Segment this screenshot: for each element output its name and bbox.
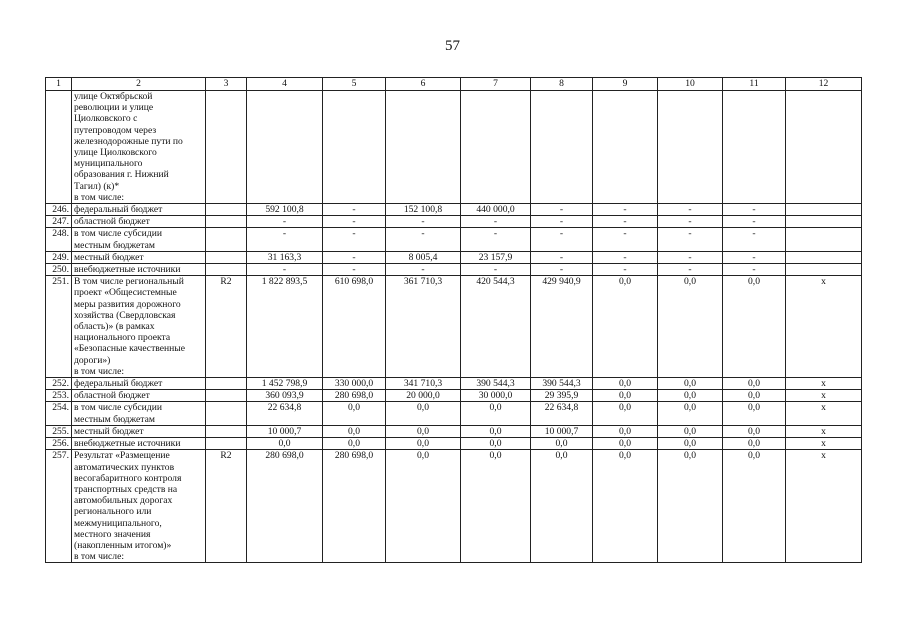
column-header: 3: [206, 78, 247, 91]
table-row: [46, 425, 862, 437]
column-header: 5: [323, 78, 386, 91]
value-cell: x: [786, 276, 862, 378]
value-cell: -: [247, 216, 323, 228]
value-cell: x: [786, 378, 862, 390]
row-code: [206, 91, 247, 204]
value-cell: 280 698,0: [323, 450, 386, 563]
value-cell: -: [658, 228, 723, 251]
value-cell: 0,0: [658, 402, 723, 425]
table-row: [46, 264, 862, 276]
value-cell: 0,0: [593, 450, 658, 563]
value-cell: 592 100,8: [247, 204, 323, 216]
value-cell: 0,0: [593, 425, 658, 437]
value-cell: -: [658, 251, 723, 263]
value-cell: -: [723, 216, 786, 228]
page-number: 57: [445, 38, 460, 54]
value-cell: 0,0: [386, 450, 461, 563]
value-cell: 0,0: [386, 438, 461, 450]
row-index: 249.: [46, 251, 72, 263]
row-index: 257.: [46, 450, 72, 563]
row-index: 253.: [46, 390, 72, 402]
value-cell: [531, 91, 593, 204]
value-cell: -: [593, 251, 658, 263]
value-cell: -: [531, 228, 593, 251]
table-row: [46, 216, 862, 228]
row-index: 255.: [46, 425, 72, 437]
row-index: 246.: [46, 204, 72, 216]
value-cell: [323, 91, 386, 204]
value-cell: 10 000,7: [247, 425, 323, 437]
value-cell: 390 544,3: [461, 378, 531, 390]
value-cell: 0,0: [658, 390, 723, 402]
value-cell: 0,0: [386, 425, 461, 437]
value-cell: -: [461, 264, 531, 276]
table-row: [46, 228, 862, 251]
table-row: [46, 251, 862, 263]
value-cell: 361 710,3: [386, 276, 461, 378]
value-cell: 0,0: [531, 438, 593, 450]
row-code: [206, 378, 247, 390]
value-cell: 0,0: [461, 425, 531, 437]
row-index: [46, 91, 72, 204]
value-cell: 0,0: [386, 402, 461, 425]
value-cell: x: [786, 390, 862, 402]
table-row: [46, 402, 862, 425]
row-code: [206, 425, 247, 437]
value-cell: 330 000,0: [323, 378, 386, 390]
value-cell: -: [386, 216, 461, 228]
value-cell: 429 940,9: [531, 276, 593, 378]
column-header: 4: [247, 78, 323, 91]
budget-table: [45, 77, 862, 563]
value-cell: -: [531, 216, 593, 228]
value-cell: -: [323, 216, 386, 228]
value-cell: x: [786, 438, 862, 450]
row-code: [206, 204, 247, 216]
value-cell: 29 395,9: [531, 390, 593, 402]
value-cell: -: [723, 204, 786, 216]
row-code: R2: [206, 450, 247, 563]
row-code: [206, 228, 247, 251]
value-cell: -: [723, 264, 786, 276]
row-name: внебюджетные источники: [72, 438, 206, 450]
table-row: [46, 390, 862, 402]
value-cell: [786, 264, 862, 276]
row-index: 252.: [46, 378, 72, 390]
value-cell: 0,0: [461, 450, 531, 563]
row-name: местный бюджет: [72, 425, 206, 437]
row-code: [206, 438, 247, 450]
value-cell: 0,0: [593, 438, 658, 450]
row-code: R2: [206, 276, 247, 378]
row-code: [206, 264, 247, 276]
row-index: 251.: [46, 276, 72, 378]
row-code: [206, 390, 247, 402]
value-cell: 360 093,9: [247, 390, 323, 402]
value-cell: 8 005,4: [386, 251, 461, 263]
row-code: [206, 402, 247, 425]
value-cell: 0,0: [461, 402, 531, 425]
value-cell: -: [593, 216, 658, 228]
row-name: федеральный бюджет: [72, 378, 206, 390]
table-row: [46, 91, 862, 204]
row-name: Результат «Размещение автоматических пунктов весогабаритного контроля транспортных средств на автомобильных дорогах регионального или межмуниципального, местного значения (накопленным итогом)» в том числе:: [72, 450, 206, 563]
header-row: [46, 78, 862, 91]
value-cell: 0,0: [658, 378, 723, 390]
value-cell: [786, 91, 862, 204]
value-cell: x: [786, 402, 862, 425]
column-header: 7: [461, 78, 531, 91]
value-cell: 0,0: [531, 450, 593, 563]
row-name: федеральный бюджет: [72, 204, 206, 216]
row-name: В том числе региональный проект «Общесистемные меры развития дорожного хозяйства (Свердловская область)» (в рамках национального проекта «Безопасные качественные дороги») в том числе:: [72, 276, 206, 378]
value-cell: [786, 251, 862, 263]
row-name: улице Октябрьской революции и улице Циолковского с путепроводом через железнодорожные пути по улице Циолковского муниципального образования г. Нижний Тагил) (к)* в том числе:: [72, 91, 206, 204]
value-cell: -: [723, 251, 786, 263]
row-name: областной бюджет: [72, 390, 206, 402]
row-index: 254.: [46, 402, 72, 425]
value-cell: 20 000,0: [386, 390, 461, 402]
row-code: [206, 216, 247, 228]
value-cell: x: [786, 425, 862, 437]
column-header: 8: [531, 78, 593, 91]
value-cell: 23 157,9: [461, 251, 531, 263]
value-cell: 0,0: [658, 438, 723, 450]
value-cell: -: [461, 228, 531, 251]
value-cell: [386, 91, 461, 204]
table-row: [46, 450, 862, 563]
value-cell: -: [723, 228, 786, 251]
value-cell: [786, 216, 862, 228]
value-cell: 1 452 798,9: [247, 378, 323, 390]
row-index: 256.: [46, 438, 72, 450]
value-cell: [461, 91, 531, 204]
table-row: [46, 378, 862, 390]
value-cell: -: [593, 228, 658, 251]
value-cell: 30 000,0: [461, 390, 531, 402]
value-cell: 280 698,0: [323, 390, 386, 402]
row-index: 247.: [46, 216, 72, 228]
value-cell: -: [386, 264, 461, 276]
value-cell: -: [323, 204, 386, 216]
value-cell: 0,0: [593, 276, 658, 378]
value-cell: 0,0: [461, 438, 531, 450]
value-cell: 22 634,8: [247, 402, 323, 425]
value-cell: 0,0: [723, 402, 786, 425]
value-cell: [593, 91, 658, 204]
value-cell: -: [531, 264, 593, 276]
value-cell: 280 698,0: [247, 450, 323, 563]
value-cell: -: [531, 251, 593, 263]
value-cell: 0,0: [723, 390, 786, 402]
value-cell: -: [386, 228, 461, 251]
row-index: 250.: [46, 264, 72, 276]
value-cell: 0,0: [658, 276, 723, 378]
row-code: [206, 251, 247, 263]
value-cell: -: [323, 264, 386, 276]
value-cell: -: [531, 204, 593, 216]
value-cell: 0,0: [593, 402, 658, 425]
row-name: в том числе субсидии местным бюджетам: [72, 402, 206, 425]
value-cell: -: [323, 228, 386, 251]
row-name: местный бюджет: [72, 251, 206, 263]
value-cell: -: [658, 216, 723, 228]
value-cell: 440 000,0: [461, 204, 531, 216]
column-header: 12: [786, 78, 862, 91]
column-header: 2: [72, 78, 206, 91]
column-header: 10: [658, 78, 723, 91]
value-cell: 0,0: [593, 390, 658, 402]
value-cell: 0,0: [658, 450, 723, 563]
value-cell: 1 822 893,5: [247, 276, 323, 378]
row-name: внебюджетные источники: [72, 264, 206, 276]
table-row: [46, 276, 862, 378]
value-cell: [786, 228, 862, 251]
value-cell: 31 163,3: [247, 251, 323, 263]
value-cell: -: [247, 264, 323, 276]
value-cell: -: [593, 204, 658, 216]
value-cell: [247, 91, 323, 204]
row-name: в том числе субсидии местным бюджетам: [72, 228, 206, 251]
value-cell: -: [593, 264, 658, 276]
value-cell: 0,0: [247, 438, 323, 450]
column-header: 11: [723, 78, 786, 91]
column-header: 6: [386, 78, 461, 91]
value-cell: 0,0: [658, 425, 723, 437]
value-cell: -: [323, 251, 386, 263]
value-cell: -: [247, 228, 323, 251]
table-row: [46, 204, 862, 216]
value-cell: -: [461, 216, 531, 228]
value-cell: [658, 91, 723, 204]
row-index: 248.: [46, 228, 72, 251]
value-cell: [723, 91, 786, 204]
value-cell: 0,0: [723, 450, 786, 563]
value-cell: 152 100,8: [386, 204, 461, 216]
value-cell: [786, 204, 862, 216]
value-cell: 0,0: [723, 276, 786, 378]
value-cell: 10 000,7: [531, 425, 593, 437]
value-cell: 0,0: [723, 438, 786, 450]
value-cell: 0,0: [323, 402, 386, 425]
row-name: областной бюджет: [72, 216, 206, 228]
value-cell: 0,0: [723, 425, 786, 437]
column-header: 1: [46, 78, 72, 91]
value-cell: -: [658, 264, 723, 276]
value-cell: 0,0: [723, 378, 786, 390]
value-cell: 22 634,8: [531, 402, 593, 425]
table-row: [46, 438, 862, 450]
value-cell: x: [786, 450, 862, 563]
value-cell: 420 544,3: [461, 276, 531, 378]
value-cell: 390 544,3: [531, 378, 593, 390]
column-header: 9: [593, 78, 658, 91]
value-cell: 0,0: [323, 438, 386, 450]
value-cell: 0,0: [593, 378, 658, 390]
value-cell: -: [658, 204, 723, 216]
value-cell: 610 698,0: [323, 276, 386, 378]
value-cell: 0,0: [323, 425, 386, 437]
value-cell: 341 710,3: [386, 378, 461, 390]
